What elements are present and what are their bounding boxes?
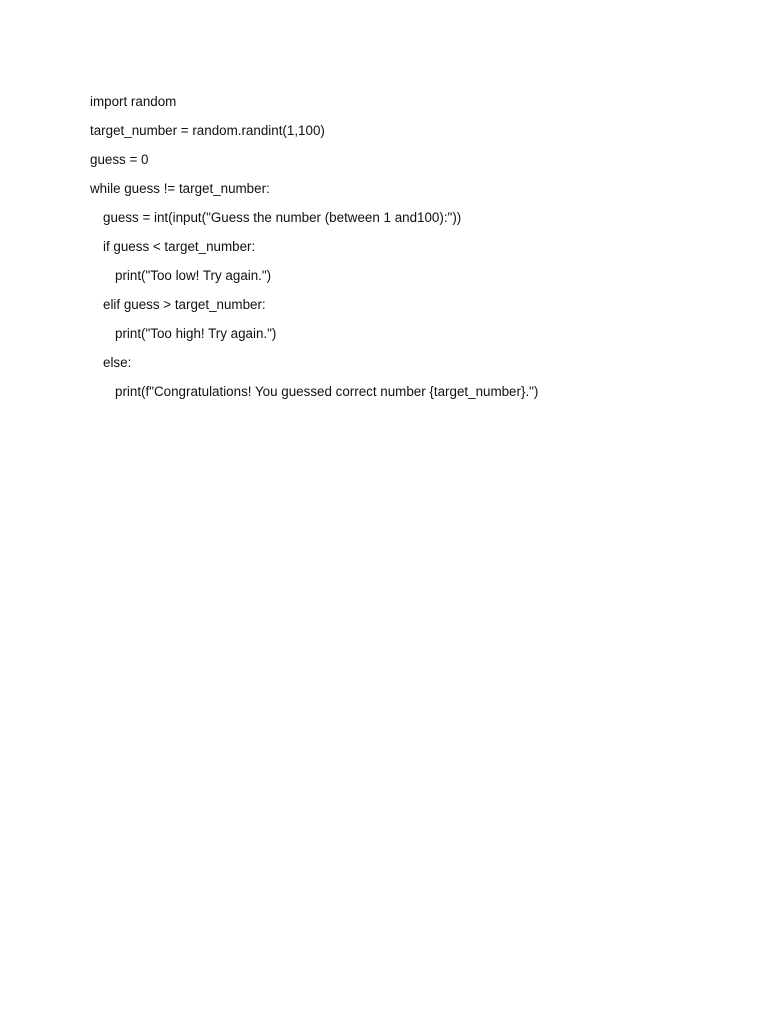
code-line-input: guess = int(input("Guess the number (between 1 and100):")) xyxy=(103,210,462,225)
code-line-elif: elif guess > target_number: xyxy=(103,297,266,312)
code-line-guess-init: guess = 0 xyxy=(90,152,149,167)
code-block xyxy=(90,92,710,411)
code-line-print-congrats: print(f"Congratulations! You guessed correct number {target_number}.") xyxy=(115,384,539,399)
code-line-else: else: xyxy=(103,355,132,370)
code-line-print-high: print("Too high! Try again.") xyxy=(115,326,277,341)
code-line-target-number: target_number = random.randint(1,100) xyxy=(90,123,325,138)
code-line-if: if guess < target_number: xyxy=(103,239,256,254)
code-line-import: import random xyxy=(90,94,177,109)
code-line-print-low: print("Too low! Try again.") xyxy=(115,268,272,283)
code-line-while: while guess != target_number: xyxy=(90,181,270,196)
